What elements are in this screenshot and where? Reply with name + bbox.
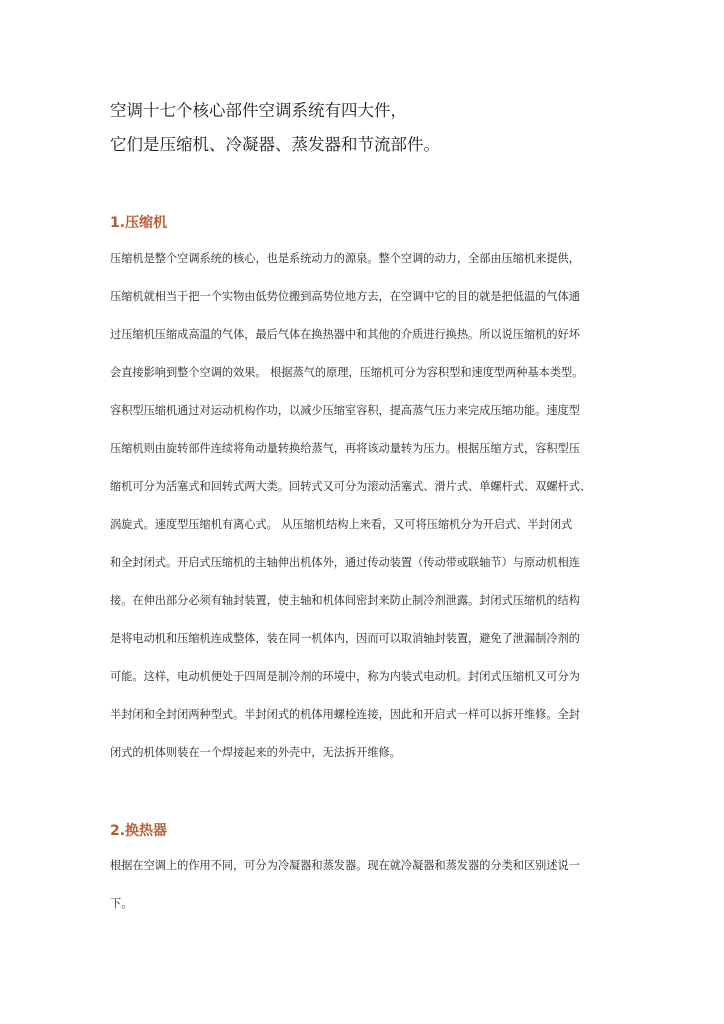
- paragraph-line: 下。: [110, 897, 133, 910]
- paragraph-line: 压缩机则由旋转部件连续将角动量转换给蒸气，再将该动量转为压力。根据压缩方式，容积型压: [110, 442, 580, 455]
- paragraph-line: 涡旋式。速度型压缩机有离心式。 从压缩机结构上来看，又可将压缩机分为开启式、半封闭式: [110, 518, 573, 531]
- paragraph-line: 容积型压缩机通过对运动机构作功，以减少压缩室容积，提高蒸气压力来完成压缩功能。速度型: [110, 404, 580, 417]
- paragraph-line: 过压缩机压缩成高温的气体，最后气体在换热器中和其他的介质进行换热。所以说压缩机的好坏: [110, 328, 580, 341]
- paragraph-line: 闭式的机体则装在一个焊接起来的外壳中，无法拆开维修。: [110, 746, 401, 759]
- paragraph-line: 可能。这样，电动机便处于四周是制冷剂的环境中，称为内装式电动机。封闭式压缩机又可分为: [110, 670, 580, 683]
- intro-line: 它们是压缩机、冷凝器、蒸发器和节流部件。: [110, 135, 440, 154]
- paragraph-line: 和全封闭式。开启式压缩机的主轴伸出机体外，通过传动装置（传动带或联轴节）与原动机相连: [110, 556, 580, 569]
- paragraph-line: 缩机可分为活塞式和回转式两大类。回转式又可分为滚动活塞式、滑片式、单螺杆式、双螺杆式、: [110, 480, 592, 493]
- intro-line: 空调十七个核心部件空调系统有四大件，: [110, 101, 407, 120]
- section-body-heat-exchanger: [110, 847, 616, 923]
- paragraph-line: 半封闭和全封闭两种型式。半封闭式的机体用螺栓连接，因此和开启式一样可以拆开维修。全封: [110, 708, 580, 721]
- section-body-compressor: [110, 240, 616, 772]
- paragraph-line: 会直接影响到整个空调的效果。 根据蒸气的原理，压缩机可分为容积型和速度型两种基本类型。: [110, 366, 584, 379]
- paragraph-line: 压缩机是整个空调系统的核心，也是系统动力的源泉。整个空调的动力，全部由压缩机来提供，: [110, 252, 580, 265]
- section-heading-heat-exchanger: 2.换热器: [110, 823, 168, 839]
- paragraph-line: 接。在伸出部分必须有轴封装置，使主轴和机体间密封来防止制冷剂泄露。封闭式压缩机的结构: [110, 594, 580, 607]
- paragraph-line: 根据在空调上的作用不同，可分为冷凝器和蒸发器。现在就冷凝器和蒸发器的分类和区别述说一: [110, 859, 580, 872]
- paragraph-line: 是将电动机和压缩机连成整体，装在同一机体内，因而可以取消轴封装置，避免了泄漏制冷剂的: [110, 632, 580, 645]
- section-heading-compressor: 1.压缩机: [110, 215, 168, 231]
- paragraph-line: 压缩机就相当于把一个实物由低势位搬到高势位地方去，在空调中它的目的就是把低温的气体通: [110, 290, 580, 303]
- intro-block: [110, 94, 630, 162]
